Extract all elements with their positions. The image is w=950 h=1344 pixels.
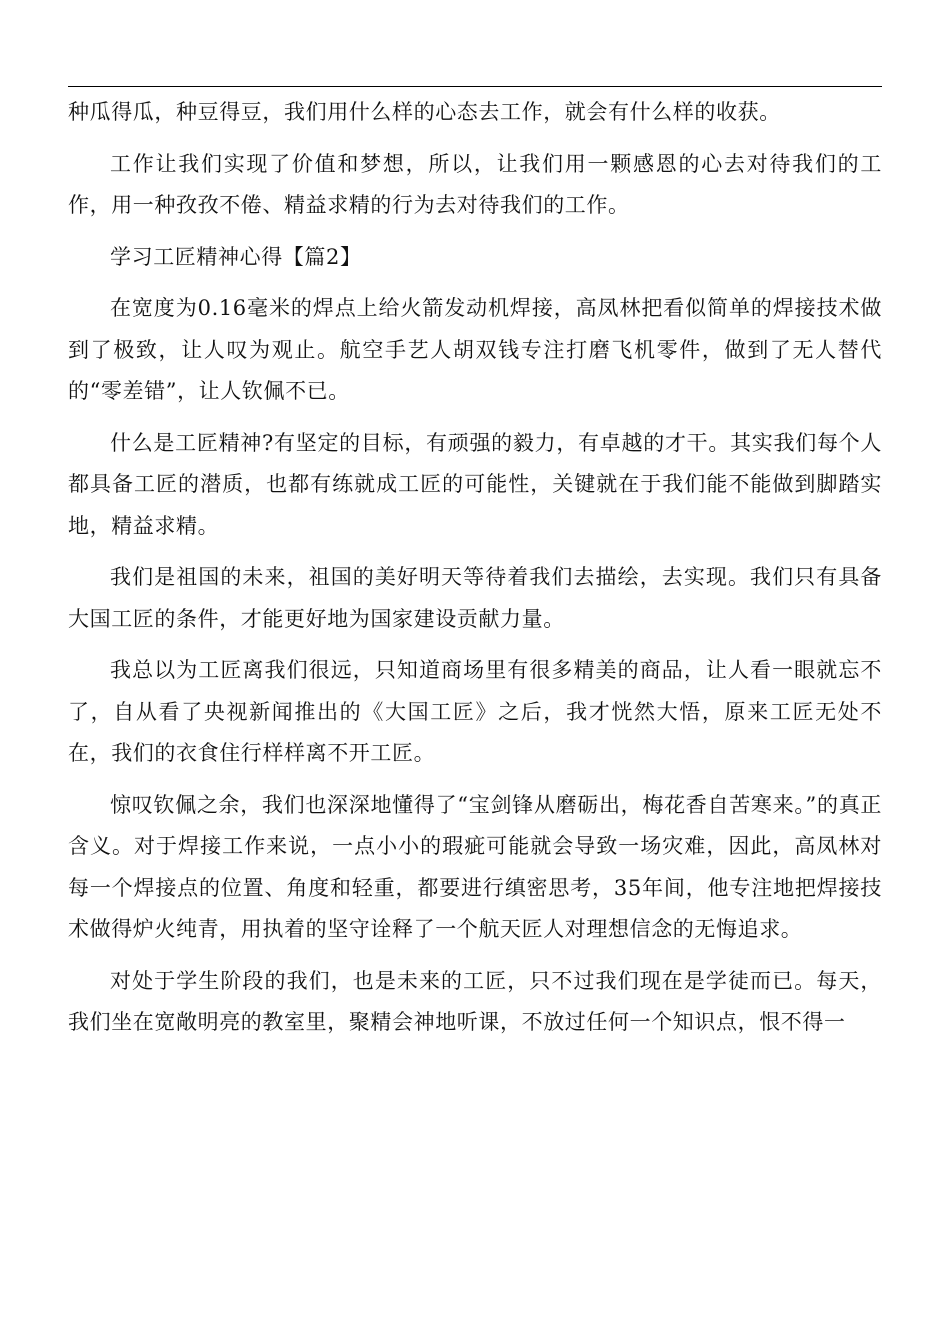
- section-heading: 学习工匠精神心得【篇2】: [110, 244, 362, 269]
- paragraph-4: 什么是工匠精神?有坚定的目标，有顽强的毅力，有卓越的才干。其实我们每个人都具备工匠的潜质，也都有练就成工匠的可能性，关键就在于我们能不能做到脚踏实地，精益求精。: [68, 430, 882, 538]
- paragraph-7: 惊叹钦佩之余，我们也深深地懂得了“宝剑锋从磨砺出，梅花香自苦寒来。”的真正含义。对于焊接工作来说，一点小小的瑕疵可能就会导致一场灾难，因此，高凤林对每一个焊接点的位置、角度和轻重，都要进行缜密思考，35年间，他专注地把焊接技术做得炉火纯青，用执着的坚守诠释了一个航天匠人对理想信念的无悔追求。: [68, 792, 882, 941]
- paragraph-6: 我总以为工匠离我们很远，只知道商场里有很多精美的商品，让人看一眼就忘不了，自从看了央视新闻推出的《大国工匠》之后，我才恍然大悟，原来工匠无处不在，我们的衣食住行样样离不开工匠。: [68, 658, 882, 765]
- paragraph-2: 工作让我们实现了价值和梦想，所以，让我们用一颗感恩的心去对待我们的工作，用一种孜孜不倦、精益求精的行为去对待我们的工作。: [68, 151, 882, 217]
- document-body: [68, 92, 882, 1054]
- paragraph-3: 在宽度为0.16毫米的焊点上给火箭发动机焊接，高凤林把看似简单的焊接技术做到了极致，让人叹为观止。航空手艺人胡双钱专注打磨飞机零件，做到了无人替代的“零差错”，让人钦佩不已。: [68, 296, 882, 403]
- paragraph-5: 我们是祖国的未来，祖国的美好明天等待着我们去描绘，去实现。我们只有具备大国工匠的条件，才能更好地为国家建设贡献力量。: [68, 565, 882, 631]
- header-rule: [68, 86, 882, 87]
- paragraph-8: 对处于学生阶段的我们，也是未来的工匠，只不过我们现在是学徒而已。每天，我们坐在宽敞明亮的教室里，聚精会神地听课，不放过任何一个知识点，恨不得一: [68, 968, 882, 1034]
- paragraph-1: 种瓜得瓜，种豆得豆，我们用什么样的心态去工作，就会有什么样的收获。: [68, 100, 781, 124]
